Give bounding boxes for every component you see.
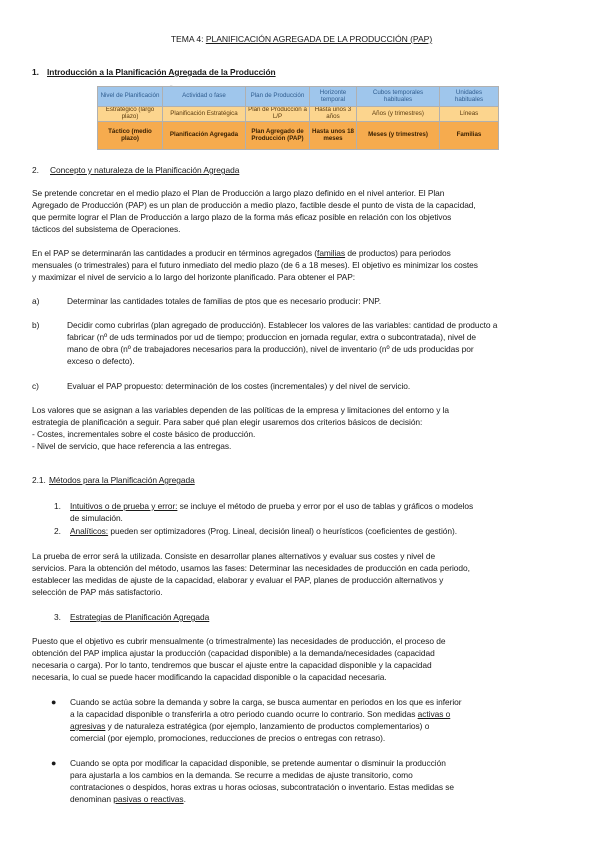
paragraph-line: mensuales (o trimestrales) para el futuro inmediato del medio plazo (de 6 a 18 meses). El objetivo es minimizar los costes <box>32 260 478 270</box>
table-cell: Horizonte temporal <box>310 87 357 107</box>
text-span: se incluye el método de prueba y error por el uso de tablas y gráficos o modelos <box>177 501 474 511</box>
bullet-line: Cuando se opta por modificar la capacidad disponible, se pretende aumentar o disminuir la producción <box>70 758 446 768</box>
list-label: 2. <box>54 526 61 536</box>
table-cell: Táctico (medio plazo) <box>98 122 163 150</box>
text-span: . <box>183 794 186 804</box>
table-cell: Plan Agregado de Producción (PAP) <box>246 122 310 150</box>
bullet-line: Cuando se actúa sobre la demanda y sobre la carga, se busca aumentar en periodos en los que es inferior <box>70 697 462 707</box>
paragraph-line: La prueba de error será la utilizada. Consiste en desarrollar planes alternativos y evaluar sus costes y nivel de <box>32 551 436 561</box>
table-cell: Plan de Producción <box>246 87 310 107</box>
text-span: denominan <box>70 794 114 804</box>
paragraph-line: Puesto que el objetivo es cubrir mensualmente (o trimestralmente) las necesidades de producción, el proceso de <box>32 636 446 646</box>
paragraph-line: establecer las medidas de ajuste de la capacidad, elaborar y evaluar el PAP, planes de producción alternativos y <box>32 575 444 585</box>
underlined-term: Analíticos: <box>70 526 109 536</box>
table-cell: Planificación Estratégica <box>163 107 246 122</box>
bullet-line: contrataciones o despidos, horas extras u horas ociosas, subcontratación o inventario. Estas medidas se <box>70 782 455 792</box>
list-item-line <box>70 526 457 537</box>
table-cell: Líneas <box>440 107 499 122</box>
paragraph-line: Se pretende concretar en el medio plazo el Plan de Producción a largo plazo definido en el nivel anterior. El Plan <box>32 188 445 198</box>
paragraph-line: obtención del PAP implica ajustar la producción (capacidad disponible) a la demanda/necesidades (capacidad <box>32 648 435 658</box>
list-label: b) <box>32 320 40 330</box>
underlined-term: Intuitivos o de prueba y error: <box>70 501 178 511</box>
paragraph-line: tácticos del subsistema de Operaciones. <box>32 224 181 234</box>
text-span: y de naturaleza estratégica (por ejemplo, lanzamiento de productos complementarios) o <box>105 721 430 731</box>
underlined-term: familias <box>317 248 346 258</box>
title-text: PLANIFICACIÓN AGREGADA DE LA PRODUCCIÓN (PAP) <box>205 34 433 44</box>
section-3-heading: Estrategias de Planificación Agregada <box>70 612 210 622</box>
table-row <box>98 122 499 150</box>
paragraph-line: y maximizar el nivel de servicio a lo largo del horizonte planificado. Para obtener el PAP: <box>32 272 356 282</box>
list-item-line: fabricar (nº de uds terminados por ud de tiempo; produccion en jornada regular, extra o subcontratada), nivel de <box>67 332 477 342</box>
section-2-heading: Concepto y naturaleza de la Planificación Agregada <box>50 165 240 175</box>
underlined-term: activas o <box>417 709 451 719</box>
section-1-heading: Introducción a la Planificación Agregada de la Producción <box>47 67 276 77</box>
title-prefix: TEMA 4: <box>170 34 204 44</box>
text-span: a la capacidad disponible o transferirla a otro periodo cuando ocurre lo contrario. Son medidas <box>70 709 418 719</box>
bullet-icon: ● <box>51 758 57 768</box>
paragraph-line: que permite lograr el Plan de Producción a largo plazo de la forma más eficaz posible en relación con los objetivos <box>32 212 452 222</box>
table-cell: Meses (y trimestres) <box>357 122 440 150</box>
paragraph-line: necesaria o carga). Por lo tanto, tendremos que buscar el ajuste entre la capacidad disponible y la capacidad <box>32 660 432 670</box>
bullet-line: comercial (por ejemplo, promociones, reducciones de precios o entregas con retraso). <box>70 733 386 743</box>
text-span: En el PAP se determinarán las cantidades a producir en términos agregados ( <box>32 248 318 258</box>
list-label: 1. <box>54 501 61 511</box>
table-cell: Hasta unos 18 meses <box>310 122 357 150</box>
list-item-line <box>70 501 473 512</box>
page-title <box>0 34 603 45</box>
table-cell: Planificación Agregada <box>163 122 246 150</box>
underlined-term: agresivas <box>70 721 106 731</box>
table-cell: Familias <box>440 122 499 150</box>
list-item-line: de simulación. <box>70 513 123 523</box>
text-span: de productos) para periodos <box>345 248 451 258</box>
paragraph-line: - Costes, incrementales sobre el coste básico de producción. <box>32 429 256 439</box>
list-item-line: mano de obra (nº de trabajadores necesarios para la producción), nivel de inventario (nº de uds producidas por <box>67 344 474 354</box>
paragraph-line: Los valores que se asignan a las variables dependen de las políticas de la empresa y limitaciones del entorno y la <box>32 405 450 415</box>
section-3-number: 3. <box>54 612 61 622</box>
section-1-number: 1. <box>32 67 39 77</box>
paragraph-line <box>32 248 451 259</box>
table-cell: Años (y trimestres) <box>357 107 440 122</box>
bullet-line: para ajustarla a los cambios en la demanda. Se recurre a medidas de ajuste transitorio, como <box>70 770 413 780</box>
table-cell: Estratégico (largo plazo) <box>98 107 163 122</box>
underlined-term: pasivas o reactivas <box>113 794 184 804</box>
bullet-icon: ● <box>51 697 57 707</box>
table-cell: Plan de Producción a L/P <box>246 107 310 122</box>
paragraph-line: necesaria, lo cual se puede hacer modificando la capacidad disponible o la capacidad necesaria. <box>32 672 387 682</box>
list-item-line: Decidir como cubrirlas (plan agregado de producción). Establecer los valores de las variables: cantidad de producto a <box>67 320 498 330</box>
section-2-1-number: 2.1. <box>32 475 46 485</box>
paragraph-line: servicios. Para la obtención del método, usamos las fases: Determinar las necesidades de producción en cada periodo, <box>32 563 470 573</box>
list-label: a) <box>32 296 40 306</box>
list-item-line: exceso o defecto). <box>67 356 135 366</box>
text-span: pueden ser optimizadores (Prog. Lineal, decisión lineal) o heurísticos (coeficientes de gestión). <box>108 526 457 536</box>
paragraph-line: selección de PAP más satisfactorio. <box>32 587 163 597</box>
list-item: Evaluar el PAP propuesto: determinación de los costes (incrementales) y del nivel de servicio. <box>67 381 411 391</box>
paragraph-line: - Nivel de servicio, que hace referencia a las entregas. <box>32 441 232 451</box>
list-item: Determinar las cantidades totales de familias de ptos que es necesario producir: PNP. <box>67 296 382 306</box>
table-row <box>98 107 499 122</box>
paragraph-line: Agregado de Producción (PAP) es un plan de producción a medio plazo, factible desde el punto de vista de la capacidad, <box>32 200 476 210</box>
bullet-line <box>70 721 429 732</box>
table-cell: Cubos temporales habituales <box>357 87 440 107</box>
table-header-row <box>98 87 499 107</box>
paragraph-line: estrategia de planificación a seguir. Para saber qué plan elegir usaremos dos criterios básicos de decisión: <box>32 417 423 427</box>
list-label: c) <box>32 381 39 391</box>
table-cell: Hasta unos 3 años <box>310 107 357 122</box>
bullet-line <box>70 709 450 720</box>
section-2-1-heading: Métodos para la Planificación Agregada <box>49 475 195 485</box>
table-cell: Nivel de Planificación <box>98 87 163 107</box>
bullet-line <box>70 794 186 805</box>
section-2-number: 2. <box>32 165 39 175</box>
table-cell: Actividad o fase <box>163 87 246 107</box>
planning-levels-table <box>97 86 499 150</box>
table-cell: Unidades habituales <box>440 87 499 107</box>
